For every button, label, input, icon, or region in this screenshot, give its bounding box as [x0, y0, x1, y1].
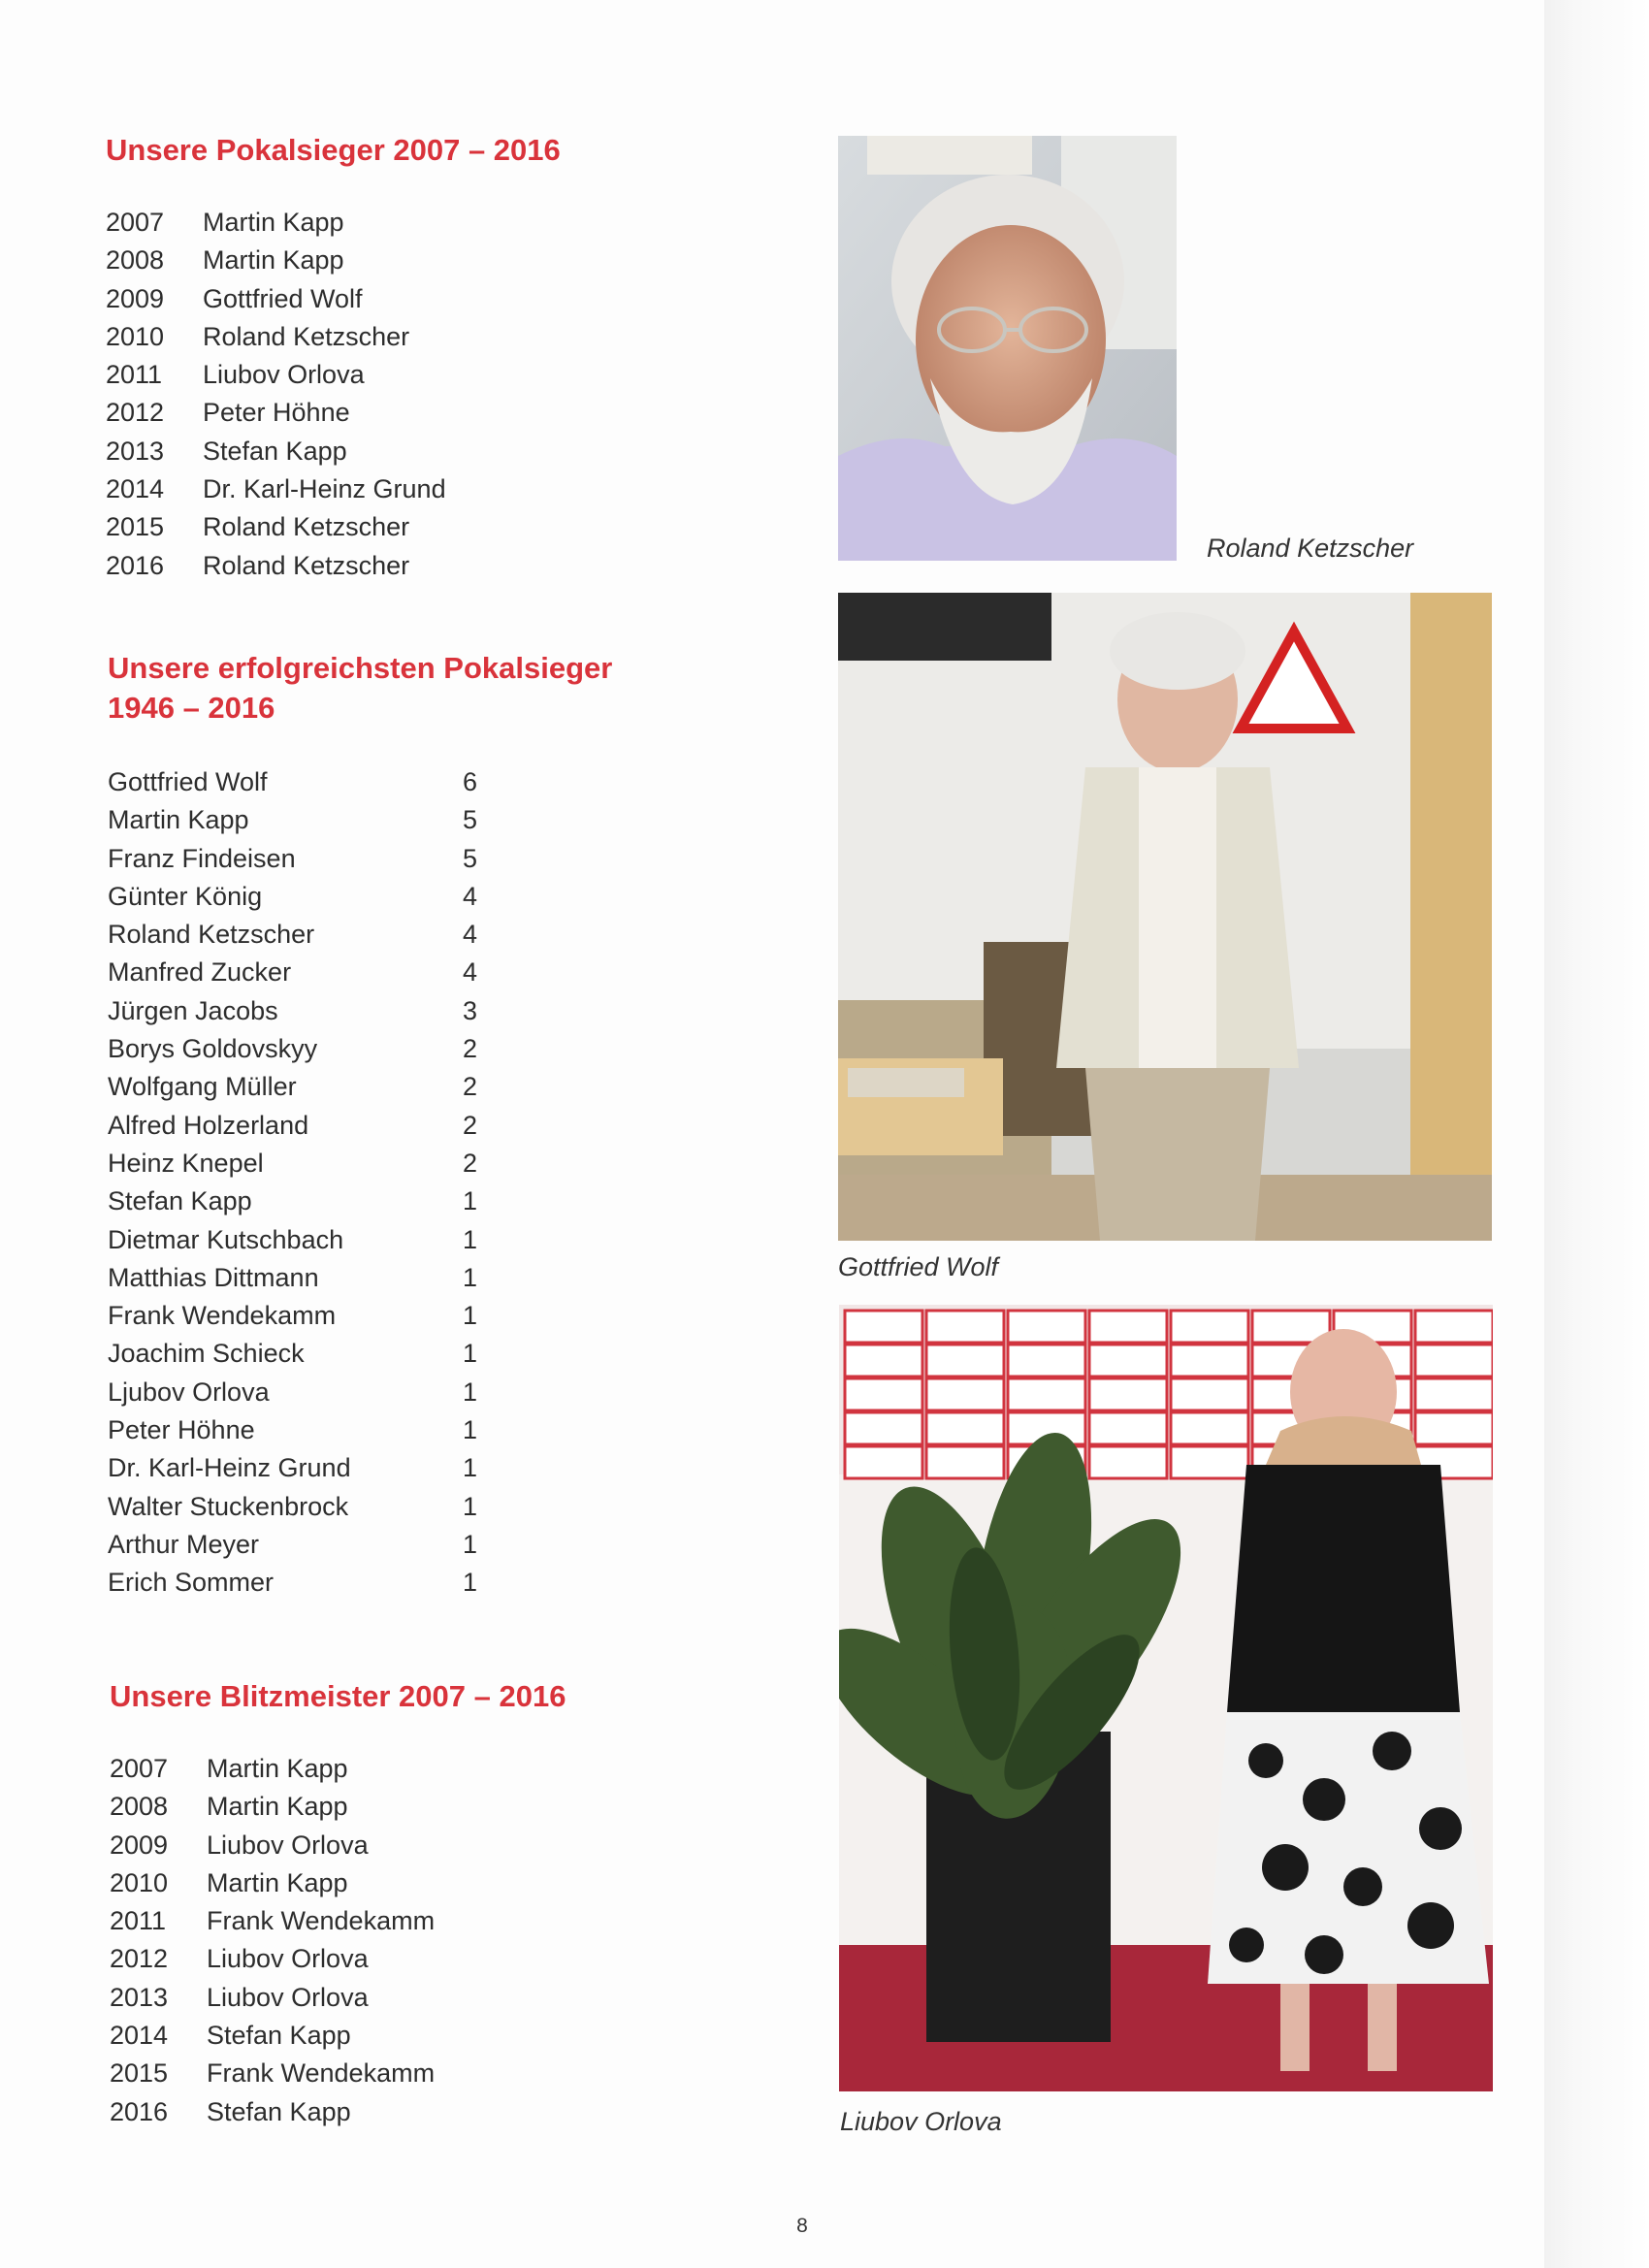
year: 2008 [110, 1792, 169, 1822]
winner-name: Heinz Knepel [108, 1148, 264, 1178]
win-count: 1 [463, 1453, 478, 1483]
winner-name: Dr. Karl-Heinz Grund [203, 474, 446, 504]
year: 2016 [106, 550, 165, 580]
year: 2014 [110, 2021, 169, 2051]
blitz-row [110, 1940, 435, 1978]
winner-name: Günter König [108, 881, 263, 911]
win-count: 2 [463, 1110, 478, 1140]
winner-count-row [108, 1449, 477, 1487]
blitz-row [110, 1750, 435, 1788]
pokal-row [106, 433, 446, 470]
erfolgreichste-heading-line2: 1946 – 2016 [108, 691, 275, 725]
winner-name: Franz Findeisen [108, 843, 296, 873]
win-count: 2 [463, 1148, 478, 1178]
erfolgreichste-heading [108, 648, 612, 728]
winner-name: Jürgen Jacobs [108, 995, 278, 1025]
photo-roland-ketzscher-caption: Roland Ketzscher [1207, 534, 1414, 563]
winner-count-row [108, 1068, 477, 1106]
win-count: 1 [463, 1262, 478, 1292]
year: 2015 [110, 2058, 169, 2089]
blitz-row [110, 2017, 435, 2055]
win-count: 1 [463, 1415, 478, 1445]
win-count: 4 [463, 957, 478, 988]
winner-name: Liubov Orlova [207, 1944, 369, 1974]
winner-count-row [108, 1374, 477, 1411]
erfolgreichste-heading-line1: Unsere erfolgreichsten Pokalsieger [108, 651, 613, 685]
win-count: 1 [463, 1186, 478, 1216]
win-count: 1 [463, 1529, 478, 1559]
winner-name: Stefan Kapp [108, 1186, 252, 1216]
winner-name: Liubov Orlova [207, 1830, 369, 1860]
winner-count-row [108, 1411, 477, 1449]
pokal-row [106, 470, 446, 508]
winner-count-row [108, 840, 477, 878]
win-count: 2 [463, 1034, 478, 1064]
pokal-row [106, 547, 446, 585]
win-count: 4 [463, 920, 478, 950]
winner-name: Martin Kapp [203, 208, 344, 237]
winner-name: Dietmar Kutschbach [108, 1224, 344, 1254]
winner-name: Manfred Zucker [108, 957, 292, 988]
year: 2012 [110, 1944, 169, 1974]
pokal-heading: Unsere Pokalsieger 2007 – 2016 [106, 133, 561, 167]
win-count: 1 [463, 1491, 478, 1521]
win-count: 1 [463, 1339, 478, 1369]
year: 2009 [110, 1830, 169, 1860]
year: 2008 [106, 245, 165, 275]
winner-name: Frank Wendekamm [108, 1301, 337, 1331]
winner-name: Erich Sommer [108, 1568, 275, 1598]
pokal-row [106, 508, 446, 546]
pokal-list [106, 204, 446, 585]
winner-count-row [108, 916, 477, 954]
winner-name: Roland Ketzscher [108, 920, 315, 950]
win-count: 5 [463, 843, 478, 873]
winner-count-row [108, 801, 477, 839]
winner-name: Gottfried Wolf [203, 283, 363, 313]
winner-name: Peter Höhne [108, 1415, 255, 1445]
winner-count-row [108, 878, 477, 916]
winner-count-row [108, 992, 477, 1030]
year: 2009 [106, 283, 165, 313]
photo-liubov-orlova [839, 1305, 1493, 2091]
winner-name: Martin Kapp [207, 1867, 348, 1897]
win-count: 3 [463, 995, 478, 1025]
winner-name: Martin Kapp [207, 1754, 348, 1783]
winner-name: Martin Kapp [203, 245, 344, 275]
winner-name: Ljubov Orlova [108, 1377, 270, 1407]
winner-name: Roland Ketzscher [203, 321, 410, 351]
year: 2007 [106, 208, 165, 237]
photo-gottfried-wolf-caption: Gottfried Wolf [838, 1252, 999, 1281]
winner-name: Matthias Dittmann [108, 1262, 319, 1292]
winner-name: Stefan Kapp [207, 2096, 351, 2126]
blitz-row [110, 1902, 435, 1940]
winner-name: Martin Kapp [108, 805, 249, 835]
blitz-heading: Unsere Blitzmeister 2007 – 2016 [110, 1679, 566, 1713]
winner-count-row [108, 1297, 477, 1335]
page-number: 8 [796, 2215, 808, 2237]
winner-name: Liubov Orlova [207, 1982, 369, 2012]
year: 2011 [110, 1906, 167, 1936]
year: 2013 [106, 436, 165, 466]
win-count: 1 [463, 1568, 478, 1598]
winner-count-row [108, 1145, 477, 1183]
year: 2010 [110, 1867, 169, 1897]
pokal-row [106, 356, 446, 394]
year: 2016 [110, 2096, 169, 2126]
winner-count-row [108, 1183, 477, 1220]
winner-count-row [108, 1335, 477, 1373]
photo-liubov-orlova-caption: Liubov Orlova [840, 2107, 1002, 2136]
win-count: 1 [463, 1224, 478, 1254]
winner-name: Gottfried Wolf [108, 767, 268, 796]
winner-name: Stefan Kapp [203, 436, 347, 466]
blitz-row [110, 1788, 435, 1826]
winner-name: Roland Ketzscher [203, 512, 410, 542]
win-count: 5 [463, 805, 478, 835]
pokal-row [106, 204, 446, 242]
blitz-row [110, 2093, 435, 2131]
win-count: 1 [463, 1301, 478, 1331]
blitz-row [110, 2055, 435, 2092]
winner-count-row [108, 1030, 477, 1068]
page-edge [1544, 0, 1649, 2268]
year: 2007 [110, 1754, 169, 1783]
winner-count-row [108, 1488, 477, 1526]
year: 2010 [106, 321, 165, 351]
win-count: 2 [463, 1072, 478, 1102]
winner-name: Joachim Schieck [108, 1339, 305, 1369]
blitz-list [110, 1750, 435, 2131]
winner-count-row [108, 1564, 477, 1602]
pokal-row [106, 318, 446, 356]
blitz-row [110, 1864, 435, 1902]
winner-count-row [108, 954, 477, 991]
win-count: 1 [463, 1377, 478, 1407]
year: 2011 [106, 360, 163, 390]
winner-name: Liubov Orlova [203, 360, 365, 390]
winner-name: Peter Höhne [203, 398, 350, 428]
winner-name: Borys Goldovskyy [108, 1034, 318, 1064]
winner-name: Roland Ketzscher [203, 550, 410, 580]
win-count: 4 [463, 881, 478, 911]
pokal-row [106, 242, 446, 279]
winner-name: Wolfgang Müller [108, 1072, 297, 1102]
winner-count-row [108, 1526, 477, 1564]
blitz-row [110, 1827, 435, 1864]
year: 2013 [110, 1982, 169, 2012]
winner-name: Stefan Kapp [207, 2021, 351, 2051]
year: 2015 [106, 512, 165, 542]
winner-count-row [108, 763, 477, 801]
photo-gottfried-wolf [838, 593, 1492, 1241]
winner-name: Walter Stuckenbrock [108, 1491, 349, 1521]
winner-count-row [108, 1107, 477, 1145]
winner-name: Dr. Karl-Heinz Grund [108, 1453, 351, 1483]
win-count: 6 [463, 767, 478, 796]
winner-name: Alfred Holzerland [108, 1110, 309, 1140]
year: 2014 [106, 474, 165, 504]
photo-roland-ketzscher [838, 136, 1177, 561]
pokal-row [106, 280, 446, 318]
erfolgreichste-list [108, 763, 477, 1603]
winner-name: Arthur Meyer [108, 1529, 260, 1559]
winner-name: Frank Wendekamm [207, 2058, 436, 2089]
winner-count-row [108, 1259, 477, 1297]
pokal-row [106, 394, 446, 432]
winner-count-row [108, 1221, 477, 1259]
blitz-row [110, 1979, 435, 2017]
winner-name: Frank Wendekamm [207, 1906, 436, 1936]
year: 2012 [106, 398, 165, 428]
winner-name: Martin Kapp [207, 1792, 348, 1822]
